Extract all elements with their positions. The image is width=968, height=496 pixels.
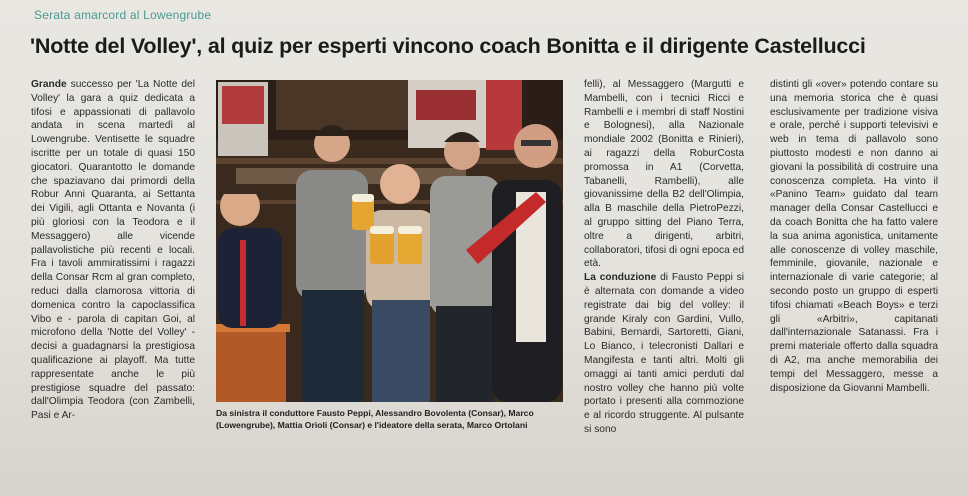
column-1-text: successo per 'La Notte del Volley' la gara a quiz dedicata a tifosi e appassionati di pallavolo andata in scena martedì al Lowengrube. Ventisette le squadre iscritte per un totale di quasi 150 giocatori. Quarantotto le domande che spaziavano dai primordi della Robur Anni Quaranta, ai Settanta dei Vigili, agli Ottanta e Novanta (i più gloriosi con la Teodora e il Messaggero) alle vicende pallavolistiche più recenti e locali. Fra i tavoli ammiratissimi i ragazzi della Consar Rcm al gran completo, reduci dalla clamorosa vittoria di domenica contro la capoclassifica Vibo e - parola di capitan Goi, al microfono della 'Notte del Volley' - decisi a guadagnarsi la prestigiosa qualificazione ai playoff. Ma tutte rappresentate anche le più prestigiose squadre del passato: dall'Olimpia Teodora (con Zambelli, Pasi e Ar- [31, 79, 195, 422]
lead-word: Grande [31, 79, 67, 90]
article-column-1 [31, 78, 195, 423]
subhead-lead: La conduzione [584, 272, 657, 284]
headline: 'Notte del Volley', al quiz per esperti vincono coach Bonitta e il dirigente Castellucci [30, 34, 866, 58]
group-photo [216, 80, 563, 402]
article-column-4 [770, 78, 938, 395]
article-column-3 [584, 78, 744, 437]
column-3-text-1: felli), al Messaggero (Margutti e Mambelli, con i tecnici Ricci e Rambelli e i membri di staff Nostini e Bolognesi), alla Nazionale mondiale 2002 (Bonitta e Rinieri), ai ragazzi della RoburCosta promossa in A1 (Corvetta, Tabanelli, Rambelli), alle giovanissime della B2 dell'Olimpia, alla B maschile della PietroPezzi, al gruppo sitting del Piano Terra, oltre a dirigenti, arbitri, collaboratori, tifosi di ogni epoca ed età. [584, 79, 744, 270]
kicker: Serata amarcord al Lowengrube [34, 8, 212, 22]
column-3-text-2: di Fausto Peppi si è alternata con domande a video registrate dai big del volley: il grande Kiraly con Gardini, Vullo, Babini, Bernardi, Sartoretti, Giani, Lo Bianco, i telecronisti Dallari e Mangifesta e tanti altri. Molti gli omaggi ai tanti amici perduti dal nostro volley che hanno più volte portato i presenti alla commozione e al ricordo struggente. Al pulsante si sono [584, 272, 745, 435]
photo-caption: Da sinistra il conduttore Fausto Peppi, Alessandro Bovolenta (Consar), Marco (Lowengrube), Mattia Orioli (Consar) e l'ideatore della serata, Marco Ortolani [216, 408, 534, 430]
column-4-text: distinti gli «over» potendo contare su una memoria storica che è quasi esclusivamente per tradizione visiva e orale, perché i supporti televisivi e web in tema di pallavolo sono piuttosto modesti e non danno ai giovani la possibilità di costruire una conoscenza completa. Ha vinto il «Panino Team» guidato dal team manager della Consar Castellucci e da coach Bonitta che ha fatto valere la sua anima agonistica, unitamente alle conoscenze di volley maschile, femminile, giovanile, nazionale e internazionale di varie categorie; al secondo posto un gruppo di esperti tifosi chiamati «Beach Boys» e terzi gli «Arbitri», capitanati dall'internazionale Satanassi. Fra i premi materiale offerto dalla squadra di A2, ma anche memorabilia dei tempi del Messaggero, messe a disposizione da Giovanni Mambelli. [770, 79, 938, 394]
